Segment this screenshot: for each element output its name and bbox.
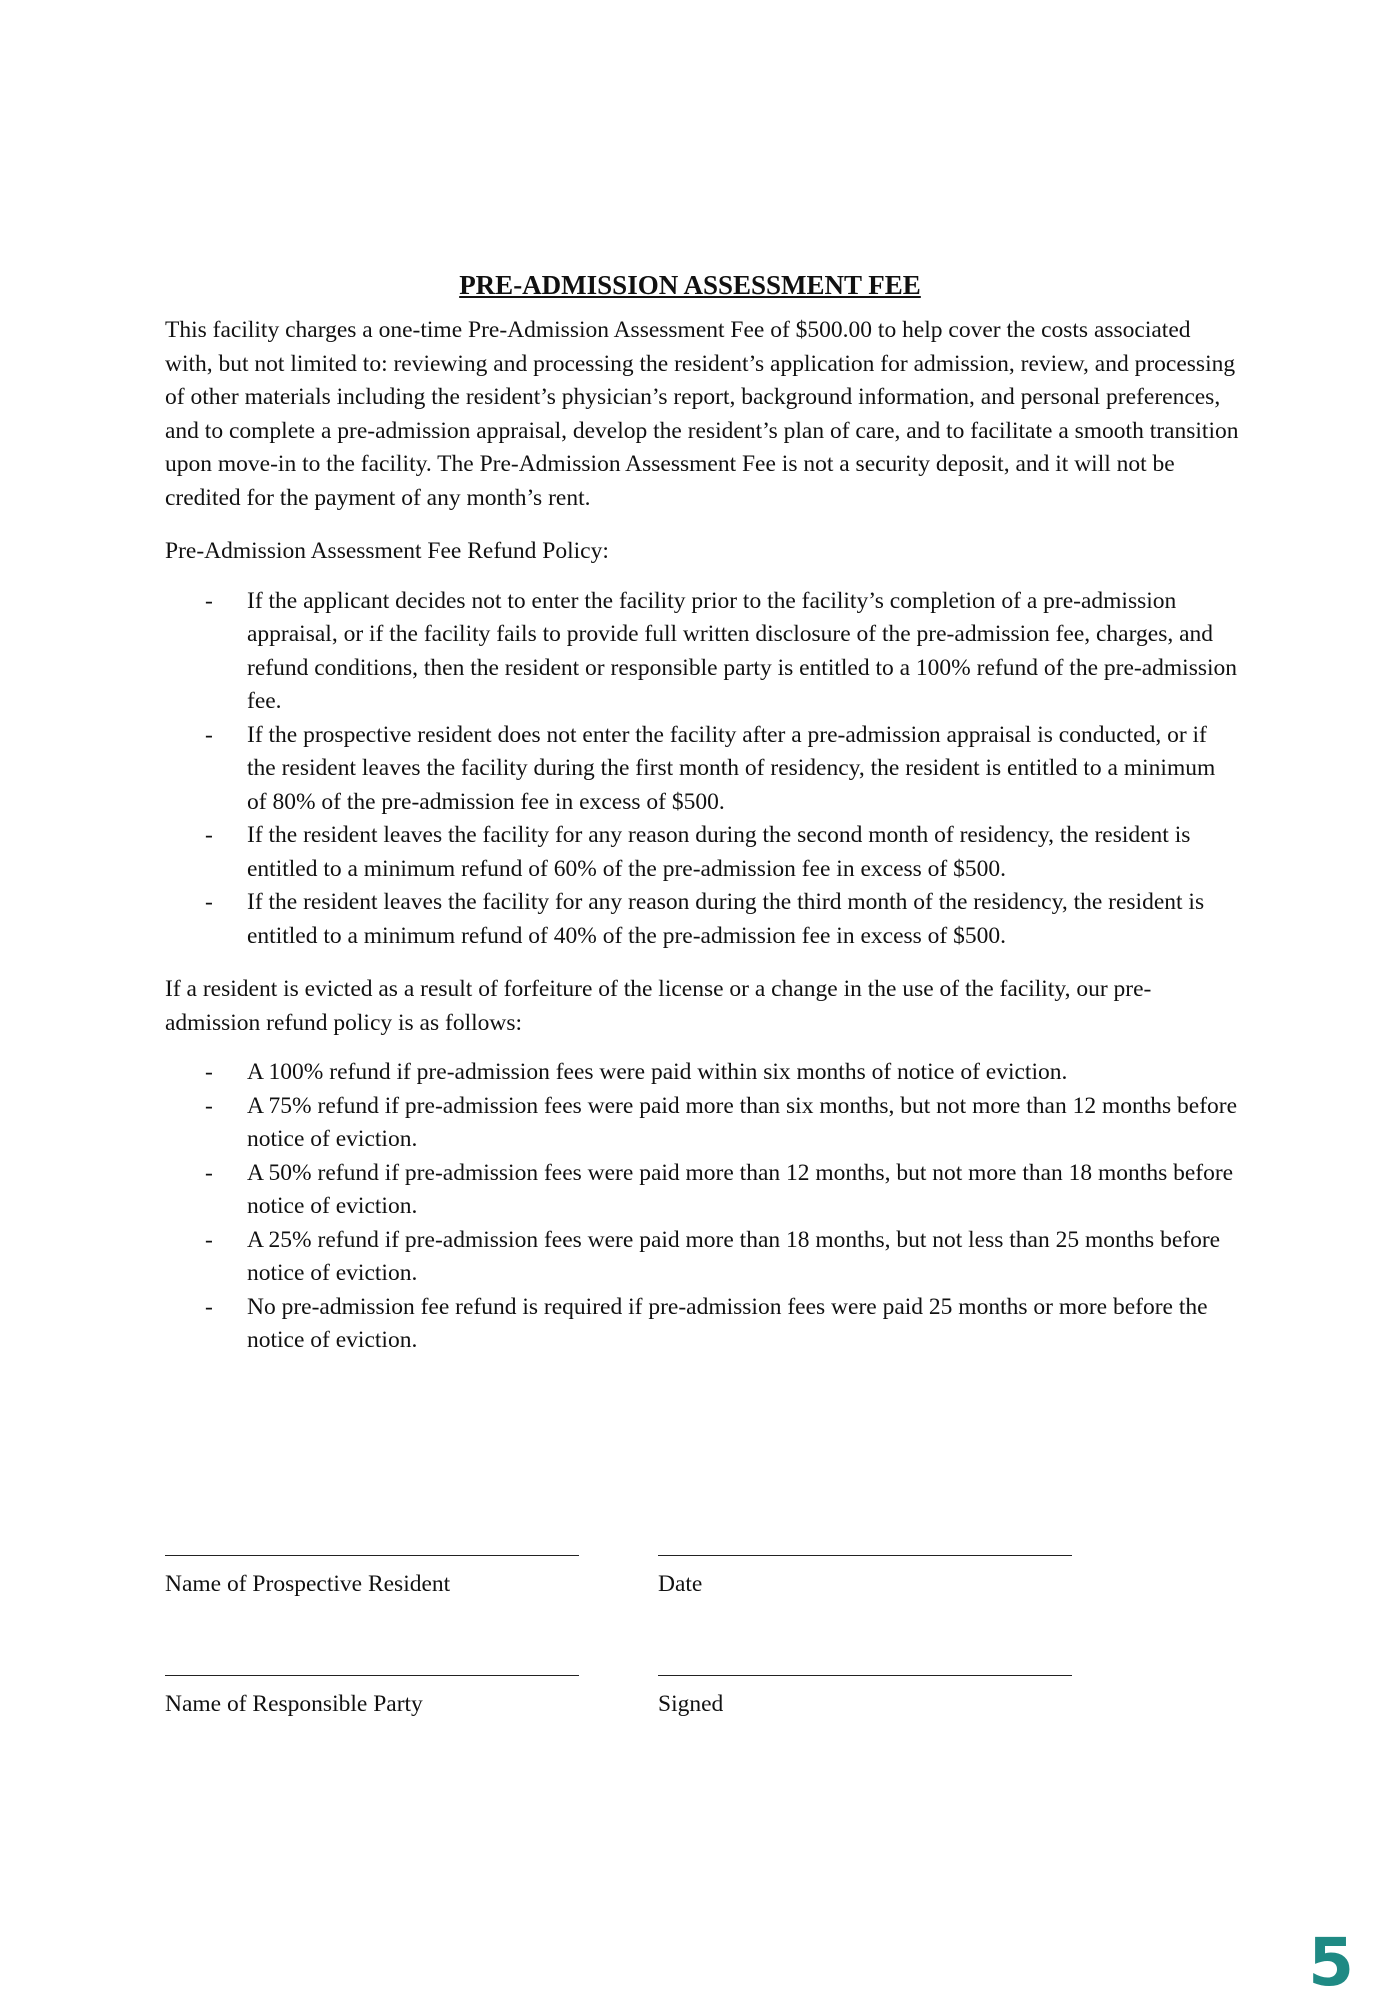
signed-signature-line[interactable] [658, 1675, 1072, 1676]
refund-policy-item-text: If the prospective resident does not enter the facility after a pre-admission appraisal is conducted, or if the resident leaves the facility during the first month of residency, the resident is entitled to a minimum of 80% of the pre-admission fee in excess of $500. [247, 721, 1216, 815]
document-body [165, 268, 1240, 1358]
signature-row-1 [165, 1555, 1165, 1675]
eviction-item-text: A 25% refund if pre-admission fees were paid more than 18 months, but not less than 25 months before notice of eviction. [247, 1226, 1221, 1286]
list-item [165, 1291, 1240, 1358]
list-item [165, 819, 1240, 886]
bullet-dash: - [205, 1092, 213, 1119]
refund-policy-heading: Pre-Admission Assessment Fee Refund Policy: [165, 538, 609, 564]
bullet-dash: - [205, 889, 213, 915]
list-item [165, 1224, 1240, 1291]
bullet-dash: - [205, 1226, 213, 1253]
bullet-dash: - [205, 721, 213, 748]
list-item [165, 719, 1240, 820]
signature-row-2 [165, 1675, 1165, 1795]
eviction-paragraph: If a resident is evicted as a result of forfeiture of the license or a change in the use of the facility, our pre-admission refund policy is as follows: [165, 976, 1152, 1036]
bullet-dash: - [205, 1293, 213, 1320]
page-title: PRE-ADMISSION ASSESSMENT FEE [459, 270, 921, 300]
list-item [165, 886, 1240, 953]
eviction-refund-list [165, 1056, 1240, 1358]
prospective-resident-signature-line[interactable] [165, 1555, 579, 1556]
eviction-item-text: A 50% refund if pre-admission fees were paid more than 12 months, but not more than 18 months before notice of eviction. [247, 1159, 1234, 1219]
list-item [165, 1090, 1240, 1157]
refund-policy-list [165, 585, 1240, 954]
refund-policy-item-text: If the resident leaves the facility for any reason during the second month of residency, the resident is entitled to a minimum refund of 60% of the pre-admission fee in excess of $500. [247, 822, 1191, 882]
date-label: Date [658, 1571, 703, 1597]
responsible-party-label: Name of Responsible Party [165, 1691, 423, 1717]
page-number: 5 [1308, 1924, 1354, 2001]
refund-policy-item-text: If the applicant decides not to enter the facility prior to the facility’s completion of a pre-admission appraisal, or if the facility fails to provide full written disclosure of the pre-admission fee, charges, and refund conditions, then the resident or responsible party is entitled to a 100% refund of the pre-admission fee. [247, 587, 1238, 714]
eviction-item-text: A 100% refund if pre-admission fees were paid within six months of notice of eviction. [247, 1059, 1068, 1085]
signed-label: Signed [658, 1691, 724, 1717]
eviction-item-text: A 75% refund if pre-admission fees were paid more than six months, but not more than 12 months before notice of eviction. [247, 1092, 1238, 1152]
signature-block [165, 1555, 1165, 1795]
bullet-dash: - [205, 1059, 213, 1085]
bullet-dash: - [205, 587, 213, 614]
list-item [165, 1056, 1240, 1090]
date-signature-line[interactable] [658, 1555, 1072, 1556]
eviction-item-text: No pre-admission fee refund is required if pre-admission fees were paid 25 months or more before the notice of eviction. [247, 1293, 1208, 1353]
responsible-party-signature-line[interactable] [165, 1675, 579, 1676]
bullet-dash: - [205, 1159, 213, 1186]
list-item [165, 585, 1240, 719]
refund-policy-item-text: If the resident leaves the facility for any reason during the third month of the residency, the resident is entitled to a minimum refund of 40% of the pre-admission fee in excess of $500. [247, 889, 1205, 949]
bullet-dash: - [205, 822, 213, 848]
intro-paragraph: This facility charges a one-time Pre-Admission Assessment Fee of $500.00 to help cover the costs associated with, but not limited to: reviewing and processing the resident’s application for admission, review, and processing of other materials including the resident’s physician’s report, background information, and personal preferences, and to complete a pre-admission appraisal, develop the resident’s plan of care, and to facilitate a smooth transition upon move-in to the facility. The Pre-Admission Assessment Fee is not a security deposit, and it will not be credited for the payment of any month’s rent. [165, 317, 1239, 511]
list-item [165, 1157, 1240, 1224]
prospective-resident-label: Name of Prospective Resident [165, 1571, 451, 1597]
